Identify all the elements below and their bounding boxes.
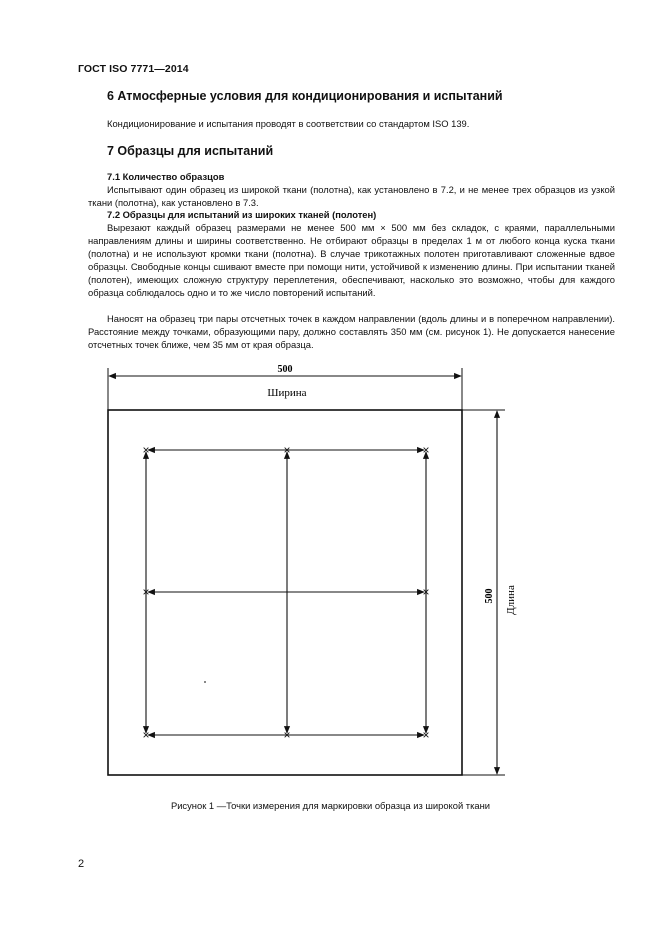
reference-point-mark: × bbox=[142, 585, 150, 599]
width-value: 500 bbox=[277, 364, 293, 375]
page-number: 2 bbox=[78, 858, 85, 870]
subsection-7-2-paragraph-2: Наносят на образец три пары отсчетных точек в каждом направлении (вдоль длины и в поперечном направлении). Расстояние между точками, образующими пару, должно составлять 350 мм (см. рисунок 1). Не допускается нанесение отсчетных точек ближе, чем 35 мм от края образца. bbox=[88, 313, 615, 350]
section-7-title: 7 Образцы для испытаний bbox=[107, 144, 274, 158]
length-label: Длина bbox=[505, 585, 517, 615]
width-label: Ширина bbox=[267, 387, 307, 399]
figure-caption: Рисунок 1 —Точки измерения для маркировки образца из широкой ткани bbox=[170, 800, 491, 811]
subsection-7-1-title: 7.1 Количество образцов bbox=[107, 171, 225, 182]
scan-speck bbox=[204, 681, 206, 683]
reference-point-mark: × bbox=[283, 728, 291, 742]
reference-point-mark: × bbox=[142, 728, 150, 742]
subsection-7-1-text: Испытывают один образец из широкой ткани (полотна), как установлено в 7.2, и не менее трех образцов из узкой ткани (полотна), как установлено в 7.3. bbox=[88, 184, 615, 208]
reference-point-mark: × bbox=[422, 728, 430, 742]
reference-point-mark: × bbox=[142, 443, 150, 457]
length-value: 500 bbox=[484, 588, 495, 604]
reference-point-mark: × bbox=[283, 443, 291, 457]
reference-point-mark: × bbox=[422, 443, 430, 457]
subsection-7-2-title: 7.2 Образцы для испытаний из широких тканей (полотен) bbox=[107, 209, 377, 220]
section-6-text: Кондиционирование и испытания проводят в соответствии со стандартом ISO 139. bbox=[107, 118, 470, 129]
subsection-7-2-paragraph-1: Вырезают каждый образец размерами не менее 500 мм × 500 мм без складок, с краями, параллельными направлениям длины и ширины соответственно. Не отбирают образцы в пределах 1 м от любого конца куска ткани (полотна) и не используют кромки ткани (полотна). В случае трикотажных полотен приготавливают сложенные вдвое образцы. Свободные концы сшивают вместе при помощи нити, устойчивой к изменению длины. При испытании тканей (полотен), имеющих сложную структуру переплетения, обеспечивают, насколько это возможно, чтобы для каждого образца соблюдалось одно и то же число повторений испытаний. bbox=[88, 222, 615, 298]
reference-point-mark: × bbox=[422, 585, 430, 599]
document-header: ГОСТ ISO 7771—2014 bbox=[78, 63, 189, 75]
section-6-title: 6 Атмосферные условия для кондиционирования и испытаний bbox=[107, 89, 503, 103]
